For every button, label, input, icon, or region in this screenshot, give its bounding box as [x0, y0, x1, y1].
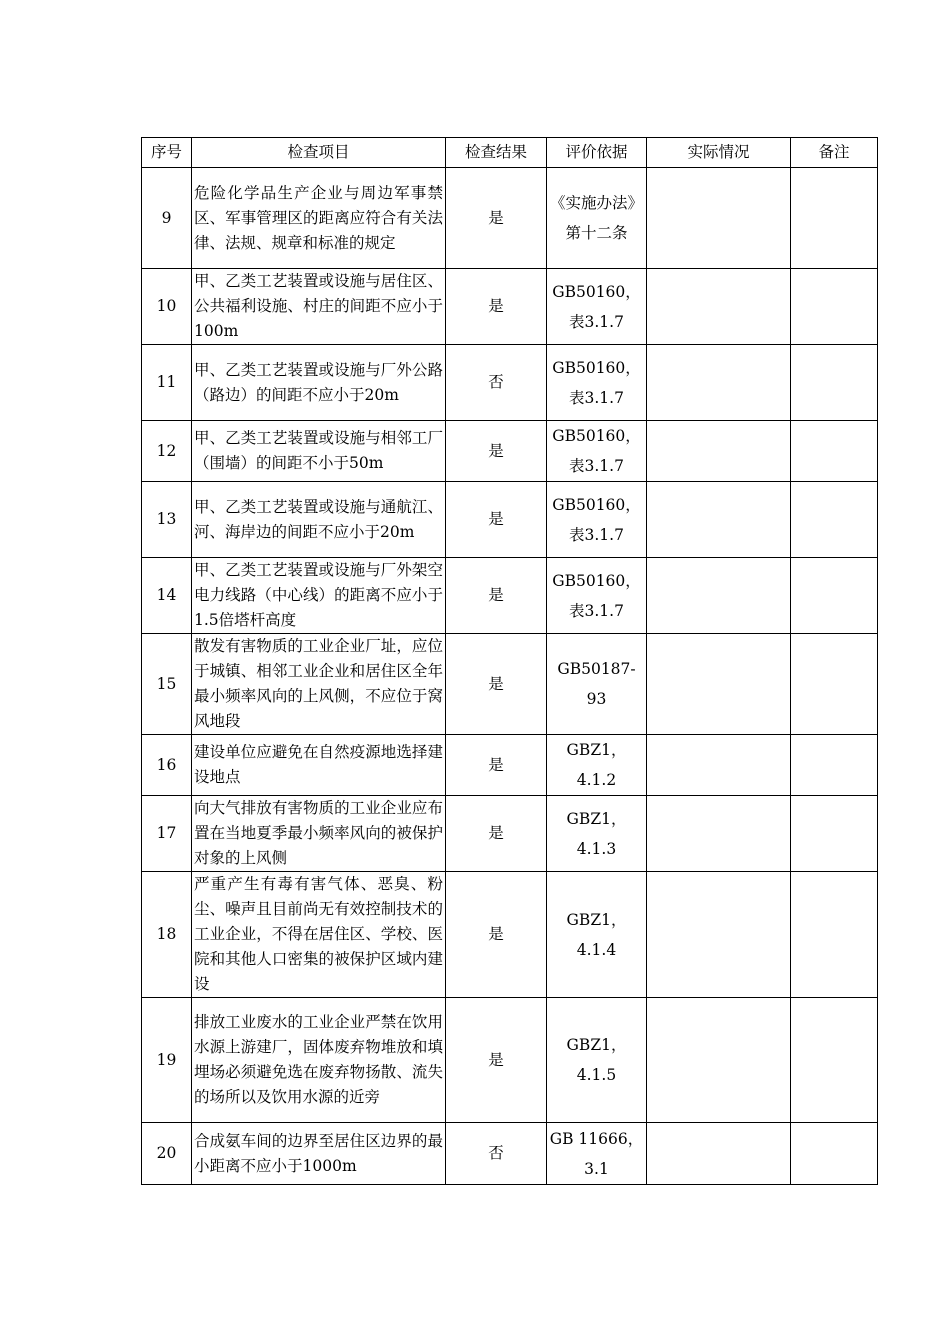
cell-no: 10	[142, 269, 192, 345]
cell-remark	[791, 482, 878, 558]
cell-basis: GBZ1，4.1.2	[547, 735, 647, 796]
cell-item: 向大气排放有害物质的工业企业应布置在当地夏季最小频率风向的被保护对象的上风侧	[192, 796, 446, 872]
cell-item: 甲、乙类工艺装置或设施与厂外公路（路边）的间距不应小于20m	[192, 345, 446, 421]
cell-result: 是	[446, 735, 547, 796]
cell-item: 甲、乙类工艺装置或设施与通航江、河、海岸边的间距不应小于20m	[192, 482, 446, 558]
cell-no: 11	[142, 345, 192, 421]
cell-no: 13	[142, 482, 192, 558]
cell-no: 14	[142, 558, 192, 634]
table-row	[142, 558, 878, 634]
cell-actual	[647, 998, 791, 1123]
cell-item: 严重产生有毒有害气体、恶臭、粉尘、噪声且目前尚无有效控制技术的工业企业，不得在居住区、学校、医院和其他人口密集的被保护区域内建设	[192, 872, 446, 998]
cell-no: 12	[142, 421, 192, 482]
cell-actual	[647, 482, 791, 558]
cell-result: 是	[446, 872, 547, 998]
cell-remark	[791, 269, 878, 345]
cell-result: 否	[446, 1123, 547, 1185]
cell-result: 是	[446, 558, 547, 634]
cell-no: 15	[142, 634, 192, 735]
cell-item: 甲、乙类工艺装置或设施与居住区、公共福利设施、村庄的间距不应小于100m	[192, 269, 446, 345]
table-row	[142, 634, 878, 735]
cell-basis: GB 11666，3.1	[547, 1123, 647, 1185]
cell-remark	[791, 558, 878, 634]
header-remark: 备注	[791, 138, 878, 168]
cell-no: 17	[142, 796, 192, 872]
cell-item: 甲、乙类工艺装置或设施与厂外架空电力线路（中心线）的距离不应小于1.5倍塔杆高度	[192, 558, 446, 634]
cell-basis: GBZ1，4.1.3	[547, 796, 647, 872]
cell-actual	[647, 796, 791, 872]
cell-no: 20	[142, 1123, 192, 1185]
cell-actual	[647, 872, 791, 998]
cell-actual	[647, 558, 791, 634]
table-row	[142, 482, 878, 558]
cell-basis: GB50187-93	[547, 634, 647, 735]
cell-basis: GB50160，表3.1.7	[547, 269, 647, 345]
cell-no: 9	[142, 168, 192, 269]
cell-remark	[791, 634, 878, 735]
header-no: 序号	[142, 138, 192, 168]
cell-item: 散发有害物质的工业企业厂址，应位于城镇、相邻工业企业和居住区全年最小频率风向的上风侧，不应位于窝风地段	[192, 634, 446, 735]
cell-actual	[647, 735, 791, 796]
cell-remark	[791, 421, 878, 482]
cell-basis: 《实施办法》第十二条	[547, 168, 647, 269]
table-row	[142, 345, 878, 421]
cell-no: 16	[142, 735, 192, 796]
cell-actual	[647, 1123, 791, 1185]
cell-actual	[647, 269, 791, 345]
header-actual: 实际情况	[647, 138, 791, 168]
safety-checklist-table	[141, 137, 878, 1185]
cell-item: 合成氨车间的边界至居住区边界的最小距离不应小于1000m	[192, 1123, 446, 1185]
table-row	[142, 168, 878, 269]
cell-remark	[791, 168, 878, 269]
cell-actual	[647, 421, 791, 482]
cell-basis: GBZ1，4.1.5	[547, 998, 647, 1123]
cell-no: 19	[142, 998, 192, 1123]
header-item: 检查项目	[192, 138, 446, 168]
cell-result: 是	[446, 796, 547, 872]
cell-result: 是	[446, 421, 547, 482]
header-result: 检查结果	[446, 138, 547, 168]
cell-remark	[791, 796, 878, 872]
table-row	[142, 872, 878, 998]
cell-remark	[791, 998, 878, 1123]
cell-item: 危险化学品生产企业与周边军事禁区、军事管理区的距离应符合有关法律、法规、规章和标准的规定	[192, 168, 446, 269]
cell-basis: GB50160，表3.1.7	[547, 345, 647, 421]
cell-result: 是	[446, 634, 547, 735]
cell-no: 18	[142, 872, 192, 998]
header-basis: 评价依据	[547, 138, 647, 168]
cell-item: 排放工业废水的工业企业严禁在饮用水源上游建厂，固体废弃物堆放和填埋场必须避免选在废弃物扬散、流失的场所以及饮用水源的近旁	[192, 998, 446, 1123]
cell-basis: GB50160，表3.1.7	[547, 482, 647, 558]
cell-basis: GB50160，表3.1.7	[547, 558, 647, 634]
table-row	[142, 269, 878, 345]
table-row	[142, 1123, 878, 1185]
cell-actual	[647, 345, 791, 421]
table-row	[142, 735, 878, 796]
cell-result: 是	[446, 269, 547, 345]
cell-result: 是	[446, 482, 547, 558]
table-row	[142, 421, 878, 482]
cell-remark	[791, 345, 878, 421]
cell-basis: GBZ1，4.1.4	[547, 872, 647, 998]
table-row	[142, 998, 878, 1123]
cell-actual	[647, 634, 791, 735]
cell-result: 是	[446, 168, 547, 269]
cell-actual	[647, 168, 791, 269]
cell-result: 是	[446, 998, 547, 1123]
cell-remark	[791, 735, 878, 796]
cell-item: 甲、乙类工艺装置或设施与相邻工厂（围墙）的间距不小于50m	[192, 421, 446, 482]
cell-item: 建设单位应避免在自然疫源地选择建设地点	[192, 735, 446, 796]
cell-basis: GB50160，表3.1.7	[547, 421, 647, 482]
table-header-row	[142, 138, 878, 168]
cell-remark	[791, 1123, 878, 1185]
cell-remark	[791, 872, 878, 998]
table-row	[142, 796, 878, 872]
cell-result: 否	[446, 345, 547, 421]
